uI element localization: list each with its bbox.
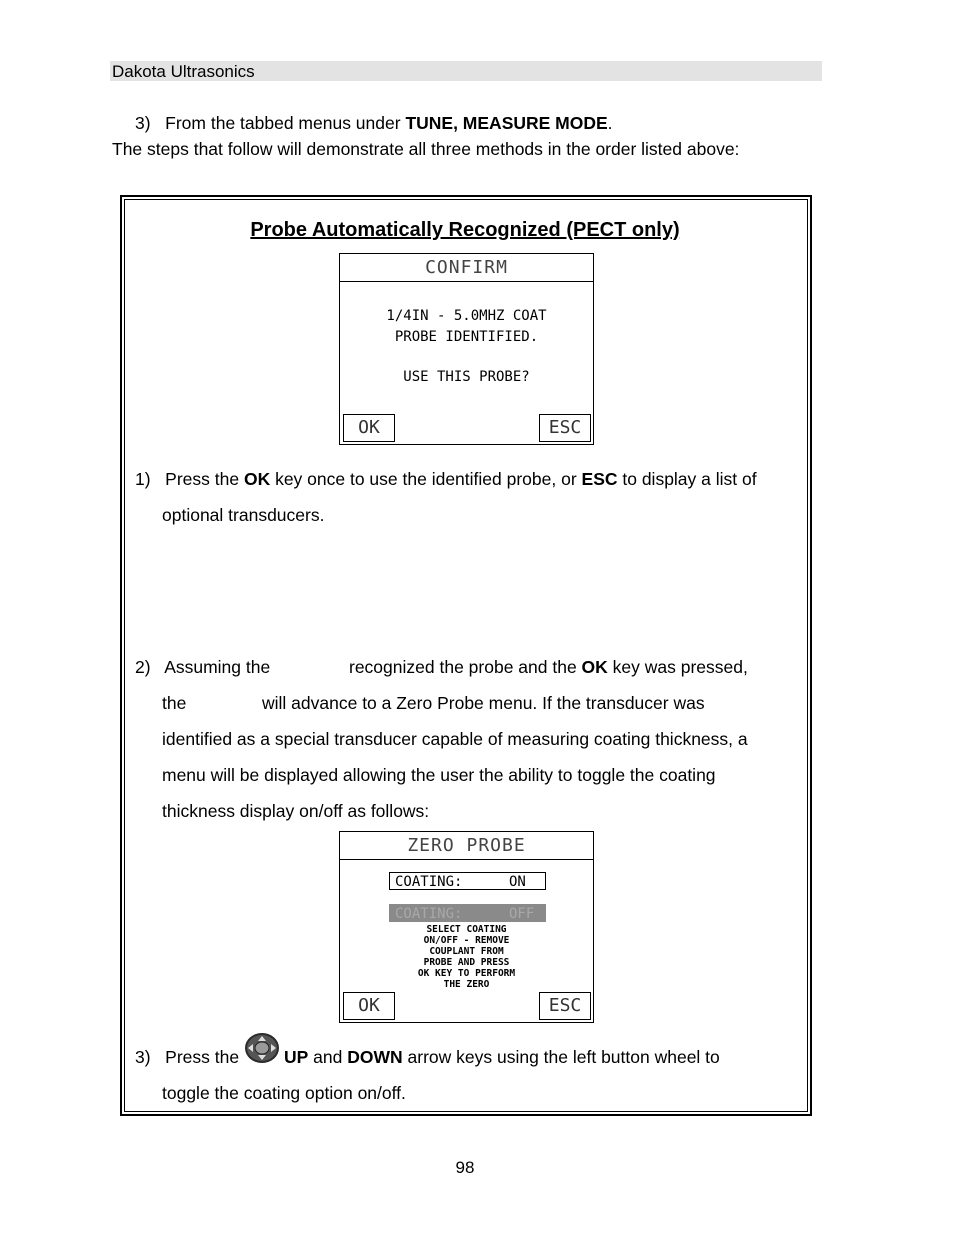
step-2-line-5: thickness display on/off as follows: [162,801,430,821]
step-1-line-1: 1) Press the OK key once to use the identified probe, or ESC to display a list of [135,469,757,489]
ok-button[interactable]: OK [343,992,395,1020]
confirm-screen [339,253,594,445]
step-1-line-2: optional transducers. [162,505,325,525]
esc-button[interactable]: ESC [539,414,591,442]
step-3-line-1a: 3) Press the [135,1047,240,1067]
instruction-line-4: PROBE AND PRESS [423,957,510,968]
instruction-line-1: SELECT COATING [426,924,507,935]
page-number: 98 [455,1158,475,1177]
confirm-screen-title: CONFIRM [340,254,593,282]
section-title: Probe Automatically Recognized (PECT only) [250,219,680,241]
intro-paragraph: The steps that follow will demonstrate all three methods in the order listed above: [112,139,740,159]
probe-name-line: 1/4IN - 5.0MHZ COAT [386,308,547,324]
zero-probe-title: ZERO PROBE [340,832,593,860]
step-2-line-1b: recognized the probe and the OK key was pressed, [349,657,748,677]
instruction-line-5: OK KEY TO PERFORM [417,968,516,979]
instruction-line-2: ON/OFF - REMOVE [423,935,510,946]
zero-probe-screen [339,831,594,1023]
ok-button[interactable]: OK [343,414,395,442]
intro-item-3: 3) From the tabbed menus under TUNE, MEASURE MODE. [135,113,613,133]
esc-button[interactable]: ESC [539,992,591,1020]
instruction-line-3: COUPLANT FROM [429,946,504,957]
probe-identified-line: PROBE IDENTIFIED. [394,329,539,345]
step-3-line-2: toggle the coating option on/off. [162,1083,406,1103]
running-header: Dakota Ultrasonics [112,62,255,81]
use-probe-question: USE THIS PROBE? [403,369,530,385]
button-wheel-icon [243,1031,281,1065]
instruction-line-6: THE ZERO [443,979,490,990]
step-2-line-1a: 2) Assuming the [135,657,271,677]
step-2-line-3: identified as a special transducer capable of measuring coating thickness, a [162,729,748,749]
step-2-line-2b: will advance to a Zero Probe menu. If the transducer was [262,693,705,713]
step-2-line-2a: the [162,693,187,713]
coating-on-field[interactable]: COATING: ON [389,872,546,890]
step-2-line-4: menu will be displayed allowing the user the ability to toggle the coating [162,765,716,785]
step-3-line-1b: UP and DOWN arrow keys using the left button wheel to [284,1047,720,1067]
coating-off-field[interactable]: COATING: OFF [389,904,546,922]
